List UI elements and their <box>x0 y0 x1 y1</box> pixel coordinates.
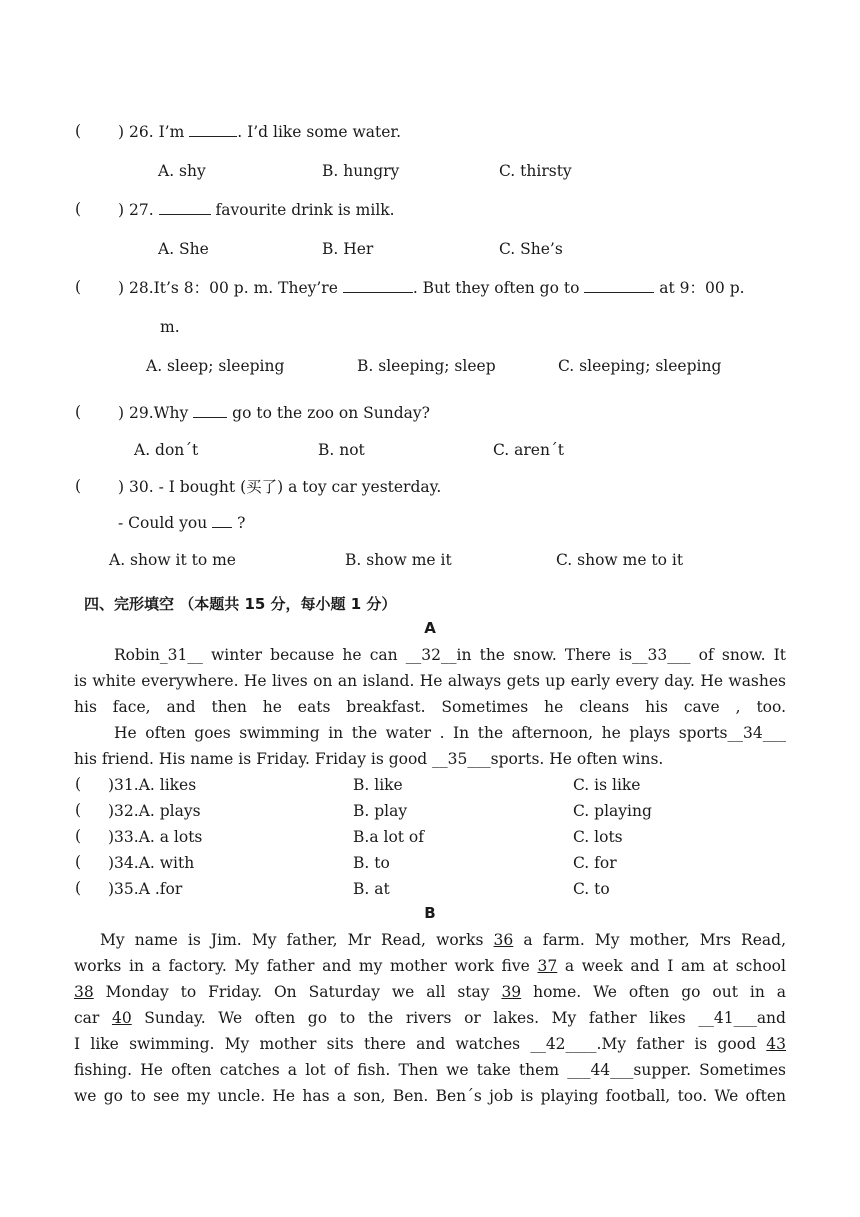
option-a: A. show it to me <box>109 551 236 569</box>
option-row-32: )32.A. plays <box>108 802 201 820</box>
option-c: C. playing <box>573 802 652 820</box>
option-row-33: )33.A. a lots <box>108 828 203 846</box>
question-28-cont: m. <box>160 318 180 336</box>
answer-paren: ( <box>75 853 82 871</box>
answer-paren: ( <box>75 200 82 218</box>
option-c: C. She’s <box>499 240 563 258</box>
option-c: C. show me to it <box>556 551 684 569</box>
option-b: B. sleeping; sleep <box>357 357 496 375</box>
passage-b-label: B <box>424 904 436 922</box>
passage-b-line: fishing. He often catches a lot of fish. Then we take them ___44___supper. Sometimes <box>74 1061 786 1079</box>
answer-paren: ( <box>75 122 82 140</box>
question-30: ) 30. - I bought (买了) a toy car yesterday. <box>118 478 442 496</box>
passage-a-line: is white everywhere. He lives on an island. He always gets up early every day. He washes <box>74 672 786 690</box>
option-b: B. play <box>353 802 408 820</box>
option-c: C. thirsty <box>499 162 572 180</box>
option-c: C. to <box>573 880 610 898</box>
option-c: C. aren´t <box>493 441 564 459</box>
option-c: C. for <box>573 854 617 872</box>
passage-a-line: his face, and then he eats breakfast. Sometimes he cleans his cave , too. <box>74 698 786 716</box>
passage-b-line: works in a factory. My father and my mother work five 37 a week and I am at school <box>74 957 786 975</box>
option-b: B. show me it <box>345 551 452 569</box>
answer-paren: ( <box>75 801 82 819</box>
answer-paren: ( <box>75 879 82 897</box>
answer-paren: ( <box>75 403 82 421</box>
passage-a-line: He often goes swimming in the water . In the afternoon, he plays sports__34___ <box>114 724 786 742</box>
option-row-34: )34.A. with <box>108 854 195 872</box>
question-28: ) 28.It’s 8：00 p. m. They’re . But they often go to at 9：00 p. <box>118 279 745 297</box>
option-a: A. don´t <box>134 441 199 459</box>
section-title: 四、完形填空 （本题共 15 分，每小题 1 分） <box>84 595 397 613</box>
answer-paren: ( <box>75 827 82 845</box>
answer-paren: ( <box>75 278 82 296</box>
passage-b-line: car 40 Sunday. We often go to the rivers or lakes. My father likes __41___and <box>74 1009 786 1027</box>
option-a: A. shy <box>158 162 206 180</box>
option-b: B. hungry <box>322 162 400 180</box>
passage-a-label: A <box>424 619 436 637</box>
answer-paren: ( <box>75 775 82 793</box>
question-27: ) 27. favourite drink is milk. <box>118 201 395 219</box>
passage-b-line: I like swimming. My mother sits there and watches __42____.My father is good 43 <box>74 1035 786 1053</box>
option-a: A. She <box>158 240 209 258</box>
question-26: ) 26. I’m . I’d like some water. <box>118 123 402 141</box>
option-b: B. to <box>353 854 390 872</box>
passage-a-line: Robin_31__ winter because he can __32__in the snow. There is__33___ of snow. It <box>114 646 786 664</box>
option-b: B. Her <box>322 240 374 258</box>
option-b: B. at <box>353 880 390 898</box>
option-b: B.a lot of <box>353 828 424 846</box>
option-b: B. like <box>353 776 403 794</box>
passage-b-line: we go to see my uncle. He has a son, Ben. Ben´s job is playing football, too. We often <box>74 1087 786 1105</box>
question-30-line2: - Could you ? <box>118 514 246 532</box>
option-row-35: )35.A .for <box>108 880 183 898</box>
passage-b-line: 38 Monday to Friday. On Saturday we all stay 39 home. We often go out in a <box>74 983 786 1001</box>
question-29: ) 29.Why go to the zoo on Sunday? <box>118 404 430 422</box>
passage-b-line: My name is Jim. My father, Mr Read, works 36 a farm. My mother, Mrs Read, <box>100 931 786 949</box>
option-c: C. is like <box>573 776 641 794</box>
option-row-31: )31.A. likes <box>108 776 197 794</box>
answer-paren: ( <box>75 477 82 495</box>
option-c: C. sleeping; sleeping <box>558 357 722 375</box>
option-c: C. lots <box>573 828 623 846</box>
option-a: A. sleep; sleeping <box>146 357 285 375</box>
option-b: B. not <box>318 441 365 459</box>
passage-a-line: his friend. His name is Friday. Friday is good __35___sports. He often wins. <box>74 750 664 768</box>
